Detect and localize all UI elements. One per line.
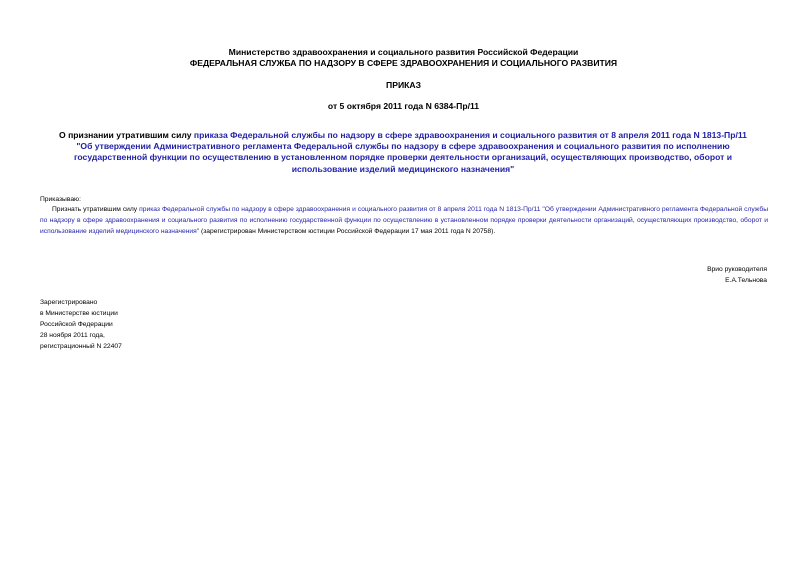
- registration-line: Зарегистрировано: [40, 299, 98, 306]
- title-prefix: О признании утратившим силу: [59, 130, 194, 140]
- registration-line: в Министерстве юстиции: [40, 309, 118, 317]
- signatory-name: Е.А.Тельнова: [725, 277, 767, 284]
- document-type-heading: ПРИКАЗ: [386, 80, 421, 90]
- ministry-heading: Министерство здравоохранения и социального развития Российской Федерации: [228, 47, 579, 57]
- service-heading: ФЕДЕРАЛЬНАЯ СЛУЖБА ПО НАДЗОРУ В СФЕРЕ ЗДРАВООХРАНЕНИЯ И СОЦИАЛЬНОГО РАЗВИТИЯ: [189, 58, 618, 68]
- registration-line: 28 ноября 2011 года,: [40, 331, 105, 339]
- registration-block: [40, 298, 122, 353]
- orders-label: Приказываю:: [40, 196, 81, 203]
- paragraph-document-link[interactable]: приказ Федеральной службы по надзору в сфере здравоохранения и социального развития от 8 апреля 2011 года N 1813-Пр/11 "Об утверждении Административного регламента Федеральной службы по надзору в сфере здравоохранения и социального развития по исполнению государственной функции по осуществлению в установленном порядке проверки деятельности организаций, осуществляющих производство, оборот и использование изделий медицинского назначения": [40, 206, 768, 235]
- registration-line: регистрационный N 22407: [40, 342, 122, 350]
- order-paragraph: [40, 205, 768, 238]
- paragraph-prefix: Признать утратившим силу: [52, 206, 140, 213]
- signatory-title: Врио руководителя: [707, 266, 767, 273]
- paragraph-suffix: (зарегистрирован Министерством юстиции Российской Федерации 17 мая 2011 года N 20758).: [199, 227, 496, 235]
- registration-line: Российской Федерации: [40, 320, 113, 328]
- date-number-heading: от 5 октября 2011 года N 6384-Пр/11: [327, 101, 480, 111]
- document-title: [56, 130, 750, 175]
- title-document-link[interactable]: приказа Федеральной службы по надзору в сфере здравоохранения и социального развития от 8 апреля 2011 года N 1813-Пр/11 "Об утверждении Административного регламента Федеральной службы по надзору в сфере здравоохранения и социального развития по исполнению государственной функции по осуществлению в установленном порядке проверки деятельности организаций, осуществляющих производство, оборот и использование изделий медицинского назначения": [73, 130, 747, 174]
